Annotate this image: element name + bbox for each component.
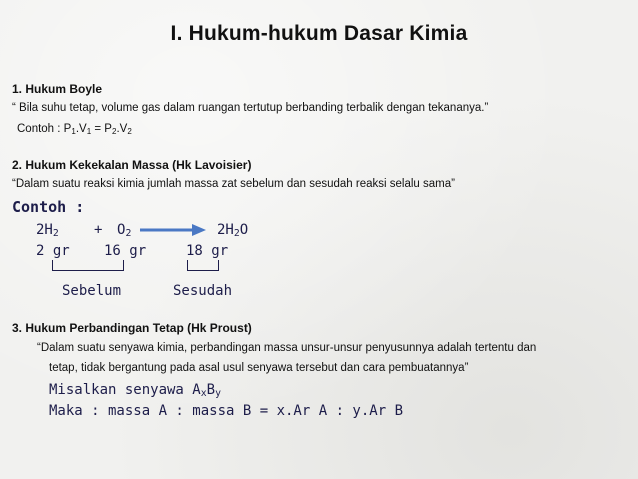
lavoisier-example-label: Contoh : <box>12 198 85 216</box>
proust-heading: 3. Hukum Perbandingan Tetap (Hk Proust) <box>12 321 252 335</box>
reactant-h2: $2H_2$ <box>36 222 59 239</box>
before-label: Sebelum <box>62 283 122 299</box>
reaction-arrow-icon <box>138 222 208 238</box>
product-h2o: $2H_2O$ <box>217 222 249 239</box>
boyle-heading: 1. Hukum Boyle <box>12 82 103 96</box>
mass-product: 18 gr <box>186 243 229 259</box>
lavoisier-statement: “Dalam suatu reaksi kimia jumlah massa zat sebelum dan sesudah reaksi selalu sama” <box>12 178 455 190</box>
boyle-statement: “ Bila suhu tetap, volume gas dalam ruangan tertutup berbanding terbalik dengan tekananya.” <box>12 102 489 114</box>
proust-example-ratio: Maka : massa A : massa B = x.Ar A : y.Ar B <box>49 403 404 419</box>
mass-h2: 2 gr <box>36 243 70 259</box>
page-title: I. Hukum-hukum Dasar Kimia <box>170 22 468 45</box>
reactant-o2: $O_2$ <box>117 222 132 239</box>
lavoisier-heading: 2. Hukum Kekekalan Massa (Hk Lavoisier) <box>12 158 252 172</box>
proust-statement-line1: “Dalam suatu senyawa kimia, perbandingan massa unsur-unsur penyusunnya adalah tertentu dan <box>37 342 537 354</box>
after-bracket <box>187 260 219 271</box>
plus-sign: + <box>94 222 103 238</box>
before-bracket <box>52 260 124 271</box>
mass-o2: 16 gr <box>104 243 147 259</box>
proust-example-compound: Misalkan senyawa $A_xB_y$ <box>49 382 221 399</box>
proust-statement-line2: tetap, tidak bergantung pada asal usul senyawa tersebut dan cara pembuatannya” <box>49 362 469 374</box>
boyle-example: Contoh : $P_1.V_1 = P_2.V_2$ <box>17 123 132 136</box>
after-label: Sesudah <box>173 283 233 299</box>
